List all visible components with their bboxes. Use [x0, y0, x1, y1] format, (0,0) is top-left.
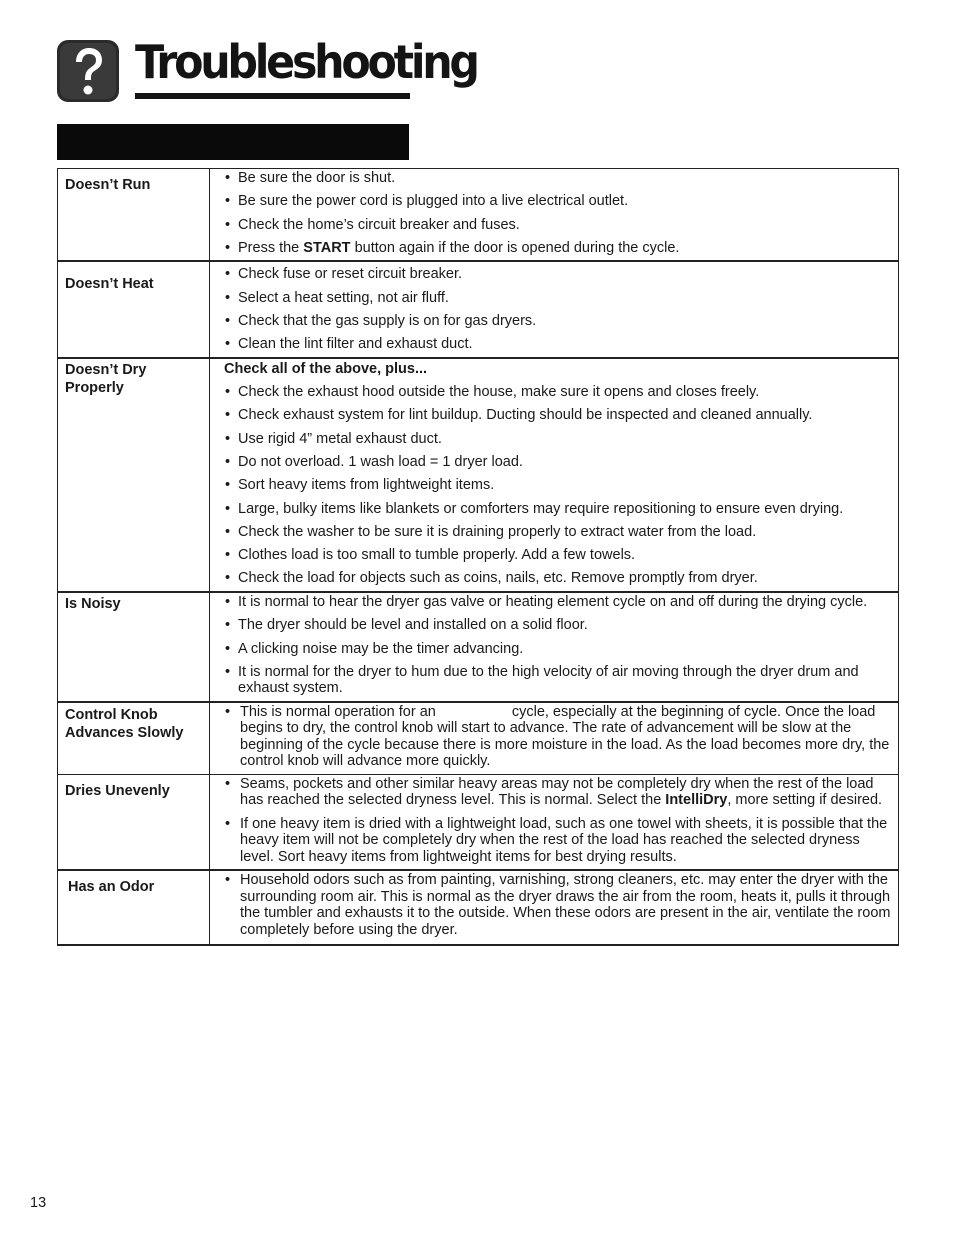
list-item: • Check the load for objects such as coins, nails, etc. Remove promptly from dryer.	[225, 570, 758, 587]
solution-list	[224, 776, 892, 865]
problem-label: Dries Unevenly	[58, 774, 210, 870]
list-item: • Sort heavy items from lightweight items.	[225, 477, 495, 494]
page-title: Troubleshooting	[135, 35, 477, 89]
page-number: 13	[30, 1195, 47, 1211]
table-row	[58, 870, 899, 945]
solution-list	[224, 594, 892, 697]
problem-label: Has an Odor	[58, 870, 210, 945]
lead-text: Check all of the above, plus...	[224, 360, 428, 377]
solution-list	[224, 704, 892, 770]
solution-list	[224, 266, 892, 352]
problem-label: Control Knob Advances Slowly	[58, 702, 210, 775]
solution-list	[224, 872, 892, 938]
list-item: • Large, bulky items like blankets or comforters may require repositioning to ensure even drying.	[225, 500, 844, 517]
table-row	[58, 169, 899, 262]
list-item: • Clothes load is too small to tumble properly. Add a few towels.	[225, 547, 636, 564]
list-item: • Clean the lint filter and exhaust duct.	[225, 336, 473, 353]
list-item: • The dryer should be level and installed on a solid floor.	[225, 617, 588, 634]
list-item: • Select a heat setting, not air fluff.	[225, 289, 449, 306]
page-header	[57, 35, 477, 106]
title-underline	[135, 93, 410, 99]
section-header-bar	[57, 124, 409, 160]
table-row	[58, 774, 899, 870]
list-item: • Check exhaust system for lint buildup. Ducting should be inspected and cleaned annually.	[225, 407, 813, 424]
list-item: • If one heavy item is dried with a lightweight load, such as one towel with sheets, it is possible that the heavy item will not be completely dry when the rest of the load has reached the selected dryness level. Sort heavy items from lightweight items for best drying results.	[225, 815, 888, 865]
table-row	[58, 592, 899, 702]
list-item: • Be sure the power cord is plugged into a live electrical outlet.	[225, 193, 629, 210]
list-item: • Press the START button again if the door is opened during the cycle.	[225, 239, 680, 256]
problem-label: Doesn’t Run	[58, 169, 210, 262]
list-item: • Check the washer to be sure it is draining properly to extract water from the load.	[225, 523, 757, 540]
list-item: • It is normal to hear the dryer gas valve or heating element cycle on and off during the drying cycle.	[225, 593, 868, 610]
list-item: • Check the exhaust hood outside the house, make sure it opens and closes freely.	[225, 384, 760, 401]
problem-label: Is Noisy	[58, 592, 210, 702]
list-item: • A clicking noise may be the timer advancing.	[225, 640, 524, 657]
problem-label: Doesn’t Heat	[58, 261, 210, 357]
list-item: • Use rigid 4” metal exhaust duct.	[225, 430, 442, 447]
question-mark-icon	[57, 40, 119, 102]
list-item: • Check the home’s circuit breaker and fuses.	[225, 216, 520, 233]
list-item: • Check that the gas supply is on for gas dryers.	[225, 312, 537, 329]
list-item: • Be sure the door is shut.	[225, 170, 396, 186]
list-item: • Check fuse or reset circuit breaker.	[225, 266, 463, 283]
problem-label: Doesn’t Dry Properly	[58, 358, 210, 592]
solution-list	[224, 170, 892, 256]
list-item: • Household odors such as from painting, varnishing, strong cleaners, etc. may enter the dryer with the surrounding room air. This is normal as the dryer draws the air from the room, heats it, pulls it through the tumbler and exhausts it to the outside. When these odors are present in the air, ventilate the room completely before using the dryer.	[225, 872, 891, 938]
table-row	[58, 702, 899, 775]
list-item: • This is normal operation for an cycle, especially at the beginning of cycle. Once the load begins to dry, the control knob will start to advance. The rate of advancement will be slow at the beginning of the cycle because there is more moisture in the load. As the load becomes more dry, the control knob will advance more quickly.	[225, 703, 890, 770]
list-item: • It is normal for the dryer to hum due to the high velocity of air moving through the dryer drum and exhaust system.	[225, 663, 859, 697]
table-row	[58, 261, 899, 357]
troubleshooting-table	[57, 168, 899, 946]
solution-list	[224, 384, 892, 587]
list-item: • Do not overload. 1 wash load = 1 dryer load.	[225, 453, 523, 470]
table-row	[58, 358, 899, 592]
list-item: • Seams, pockets and other similar heavy areas may not be completely dry when the rest of the load has reached the selected dryness level. This is normal. Select the IntelliDry, more setting if desired.	[225, 775, 883, 809]
